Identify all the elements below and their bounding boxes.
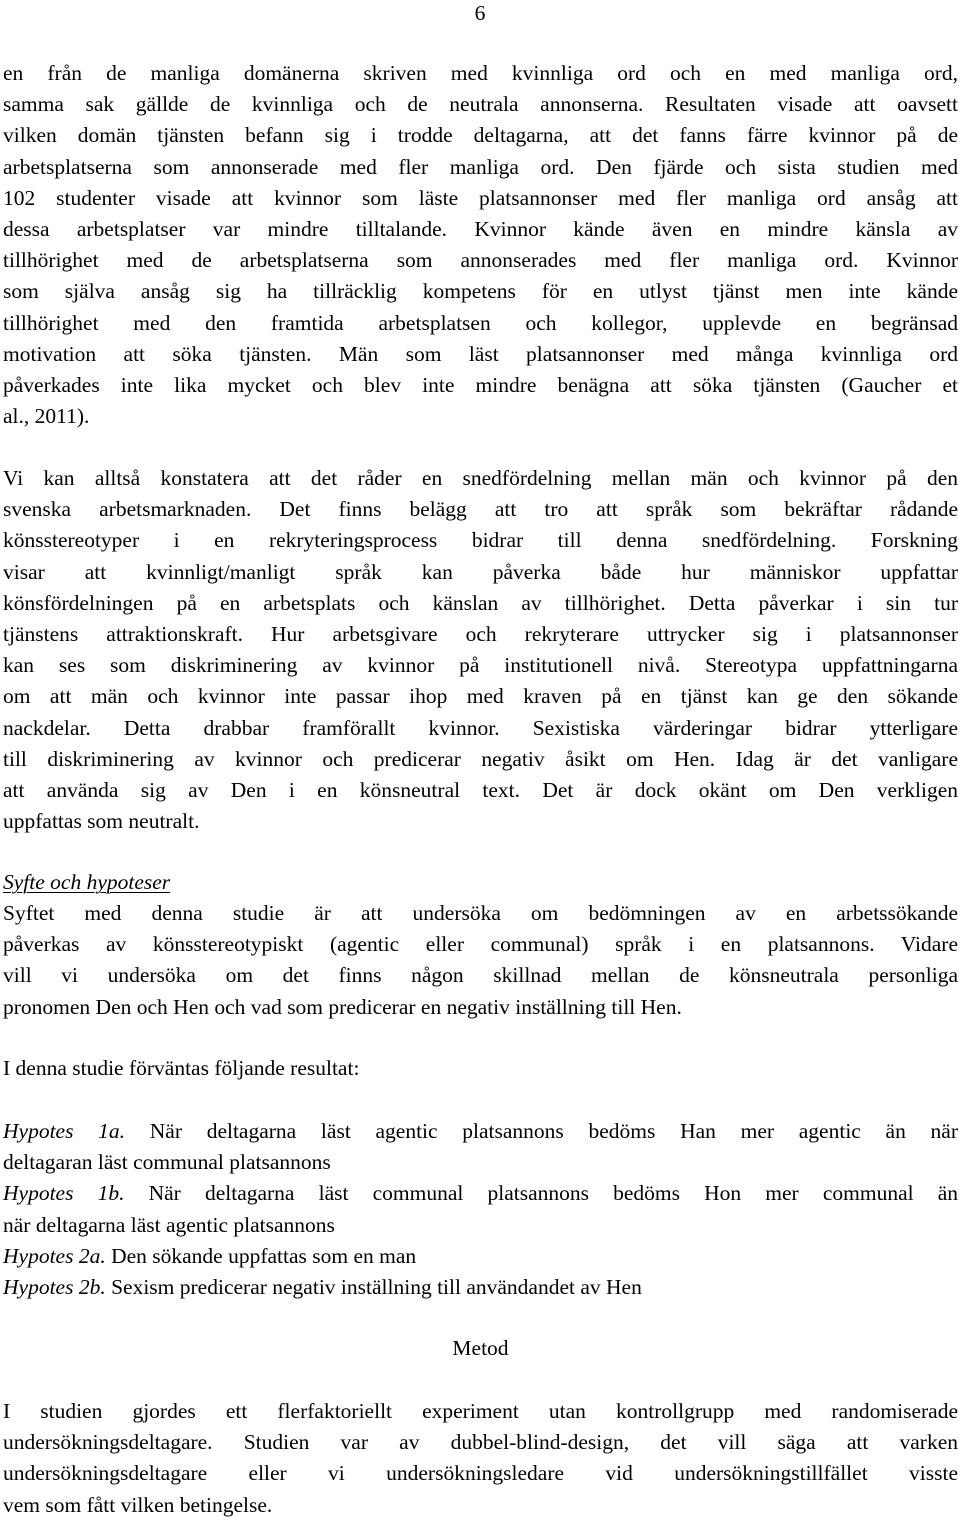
text-line: påverkas av könsstereotypiskt (agentic eller communal) språk i en platsannons. Vidare — [3, 932, 958, 957]
hypothesis-line — [3, 1178, 958, 1209]
text-line: pronomen Den och Hen och vad som predicerar en negativ inställning till Hen. — [3, 994, 682, 1019]
hypothesis-line — [3, 1116, 958, 1147]
hypothesis-line — [3, 1272, 958, 1303]
paragraph-2 — [3, 463, 958, 837]
method-heading-block — [3, 1333, 958, 1364]
hypothesis-item — [3, 1178, 958, 1240]
section-heading-block — [3, 867, 958, 898]
page-number: 6 — [474, 1, 486, 25]
text-line: Syftet med denna studie är att undersöka om bedömningen av en arbetssökande — [3, 901, 958, 925]
intro-line: I denna studie förväntas följande resultat: — [3, 1056, 360, 1080]
text-line: kan ses som diskriminering av kvinnor på institutionell nivå. Stereotypa uppfattningarna — [3, 653, 958, 678]
hypothesis-line: när deltagarna läst agentic platsannons — [3, 1212, 335, 1237]
text-line: som själva ansåg sig ha tillräcklig kompetens för en utlyst tjänst men inte kände — [3, 279, 958, 304]
text-line: påverkades inte lika mycket och blev inte mindre benägna att söka tjänsten (Gaucher et — [3, 372, 958, 397]
text-line: till diskriminering av kvinnor och predicerar negativ åsikt om Hen. Idag är det vanligare — [3, 746, 958, 771]
text-line: tillhörighet med de arbetsplatserna som annonserades med fler manliga ord. Kvinnor — [3, 248, 958, 273]
text-line: undersökningsdeltagare. Studien var av dubbel-blind-design, det vill säga att varken — [3, 1430, 958, 1455]
text-line: en från de manliga domänerna skriven med kvinnliga ord och en med manliga ord, — [3, 61, 958, 85]
hypothesis-line — [3, 1241, 958, 1272]
hypothesis-item — [3, 1116, 958, 1178]
text-line: könsstereotyper i en rekryteringsprocess bidrar till denna snedfördelning. Forskning — [3, 528, 958, 553]
text-line: vem som fått vilken betingelse. — [3, 1492, 273, 1517]
text-line: undersökningsdeltagare eller vi undersökningsledare vid undersökningstillfället visste — [3, 1461, 958, 1486]
text-line: vill vi undersöka om det finns någon skillnad mellan de könsneutrala personliga — [3, 963, 958, 988]
hypothesis-text: Den sökande uppfattas som en man — [105, 1243, 417, 1268]
text-line: tillhörighet med den framtida arbetsplatsen och kollegor, upplevde en begränsad — [3, 310, 958, 335]
text-line: tjänstens attraktionskraft. Hur arbetsgivare och rekryterare uttrycker sig i platsannonser — [3, 621, 958, 646]
hypotheses-list — [3, 1116, 958, 1303]
hypothesis-line: deltagaran läst communal platsannons — [3, 1150, 331, 1175]
paragraph-3 — [3, 898, 958, 1023]
text-line: vilken domän tjänsten befann sig i trodde deltagarna, att det fanns färre kvinnor på de — [3, 123, 958, 148]
hypothesis-text: När deltagarna läst agentic platsannons bedöms Han mer agentic än när — [125, 1119, 959, 1143]
text-line: motivation att söka tjänsten. Män som läst platsannonser med många kvinnliga ord — [3, 341, 958, 366]
text-line: Vi kan alltså konstatera att det råder en snedfördelning mellan män och kvinnor på den — [3, 466, 958, 490]
text-line: samma sak gällde de kvinnliga och de neutrala annonserna. Resultaten visade att oavsett — [3, 92, 958, 117]
text-line: svenska arbetsmarknaden. Det finns belägg att tro att språk som bekräftar rådande — [3, 497, 958, 522]
text-line: att använda sig av Den i en könsneutral text. Det är dock okänt om Den verkligen — [3, 777, 958, 802]
method-heading: Metod — [452, 1336, 509, 1360]
hypothesis-item — [3, 1272, 958, 1303]
text-line: I studien gjordes ett flerfaktoriellt experiment utan kontrollgrupp med randomiserade — [3, 1399, 958, 1423]
hypothesis-label: Hypotes 1a. — [3, 1119, 126, 1143]
text-line: könsfördelningen på en arbetsplats och känslan av tillhörighet. Detta påverkar i sin tur — [3, 590, 958, 615]
hypothesis-label: Hypotes 2b. — [3, 1274, 106, 1299]
text-line: om att män och kvinnor inte passar ihop med kraven på en tjänst kan ge den sökande — [3, 684, 958, 709]
paragraph-1 — [3, 58, 958, 432]
text-line: 102 studenter visade att kvinnor som läste platsannonser med fler manliga ord ansåg att — [3, 185, 958, 210]
text-line: arbetsplatserna som annonserade med fler manliga ord. Den fjärde och sista studien med — [3, 154, 958, 179]
intro-block — [3, 1053, 958, 1084]
hypothesis-text: När deltagarna läst communal platsannons bedöms Hon mer communal än — [124, 1181, 959, 1206]
text-line: uppfattas som neutralt. — [3, 809, 200, 834]
hypothesis-item — [3, 1241, 958, 1272]
section-heading: Syfte och hypoteser — [3, 870, 171, 894]
text-line: visar att kvinnligt/manligt språk kan påverka både hur människor uppfattar — [3, 559, 958, 584]
hypothesis-text: Sexism predicerar negativ inställning till användandet av Hen — [105, 1274, 642, 1299]
text-line: nackdelar. Detta drabbar framförallt kvinnor. Sexistiska värderingar bidrar ytterligare — [3, 715, 958, 740]
text-line: dessa arbetsplatser var mindre tilltalande. Kvinnor kände även en mindre känsla av — [3, 216, 958, 241]
paragraph-4 — [3, 1396, 958, 1521]
hypothesis-label: Hypotes 2a. — [3, 1243, 106, 1268]
hypothesis-label: Hypotes 1b. — [3, 1181, 125, 1206]
text-line: al., 2011). — [3, 404, 90, 429]
